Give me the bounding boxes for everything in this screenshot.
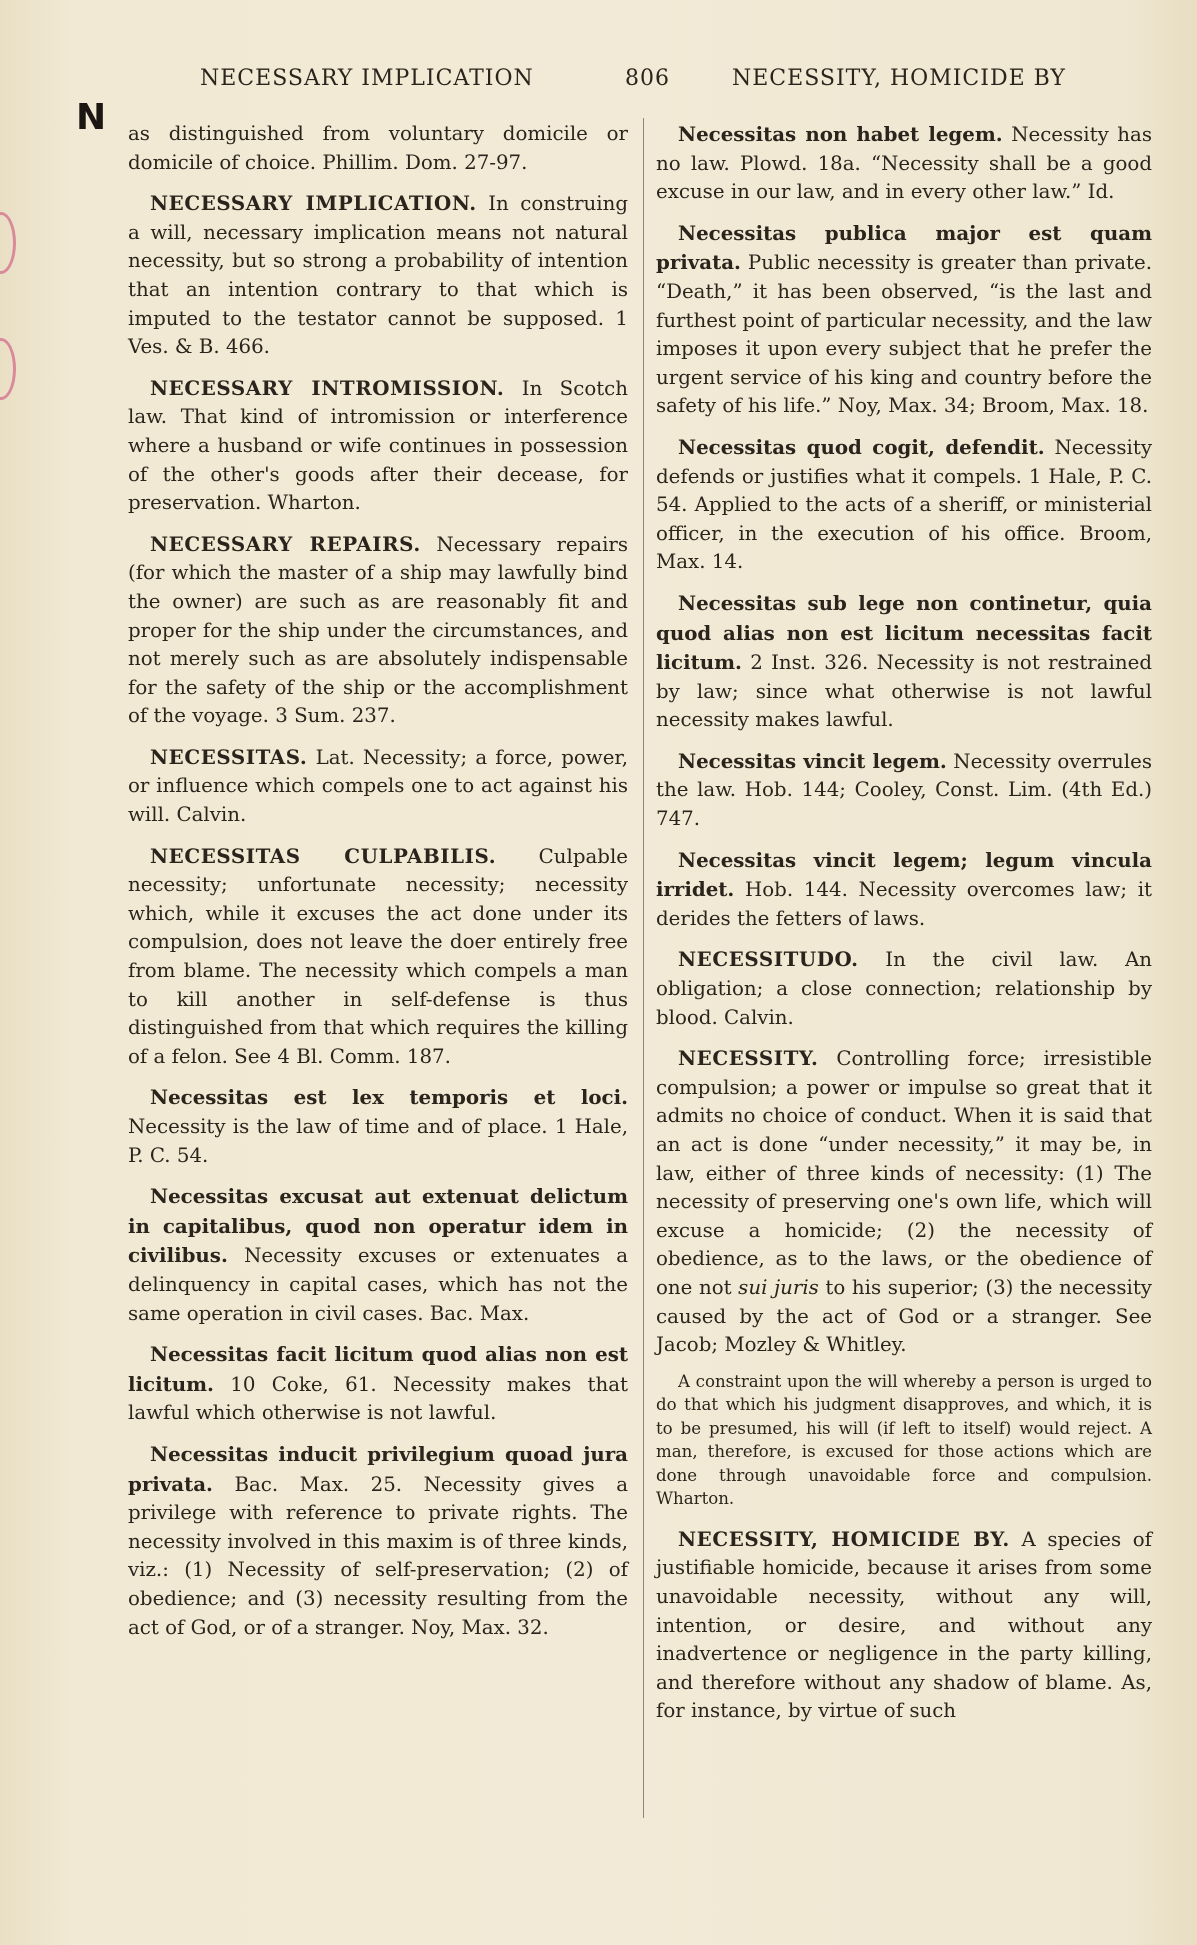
entry-necessitas-vincit — [656, 747, 1152, 834]
entry-definition: Necessity excuses or extenuates a delinquency in capital cases, which has not the same operation in civil cases. Bac. Max. — [128, 1244, 628, 1325]
entry-headword: NECESSITAS. — [150, 744, 308, 769]
entry-definition: In the civil law. An obligation; a close connection; relationship by blood. Calvin. — [656, 948, 1152, 1029]
entry-necessitas-est-lex — [128, 1083, 628, 1170]
entry-definition: Necessary repairs (for which the master of a ship may lawfully bind the owner) are such as are reasonably fit and proper for the ship under the circumstances, and not merely such as are absolutely indispensable for the safety of the ship or the accomplishment of the voyage. 3 Sum. 237. — [128, 532, 628, 728]
entry-headword: NECESSITUDO. — [678, 947, 859, 972]
entry-necessitas-sub-lege — [656, 589, 1152, 735]
entry-definition: Culpable necessity; unfortunate necessity; necessity which, while it excuses the act done under its compulsion, does not leave the doer entirely free from blame. The necessity which compels a man to kill another in self-defense is thus distinguished from that which requires the killing of a felon. See 4 Bl. Comm. 187. — [128, 844, 628, 1068]
margin-pink-mark-bottom — [0, 338, 16, 400]
entry-necessary-intromission — [128, 374, 628, 518]
entry-headword: NECESSITY, HOMICIDE BY. — [678, 1526, 1010, 1551]
column-divider — [643, 118, 644, 1818]
entry-definition-part2: to his superior; (3) the necessity caused by the act of God or a stranger. See Jacob; Mozley & Whitley. — [656, 1275, 1152, 1357]
entry-necessity-homicide-by — [656, 1525, 1152, 1726]
entry-headword: Necessitas inducit privilegium quoad jura privata. — [128, 1441, 628, 1496]
right-column — [656, 120, 1152, 1738]
entry-headword: Necessitas excusat aut extenuat delictum in capitalibus, quod non operatur idem in civilibus. — [128, 1184, 628, 1268]
continued-entry-text: as distinguished from voluntary domicile or domicile of choice. Phillim. Dom. 27-97. — [128, 122, 628, 174]
entry-definition: In Scotch law. That kind of intromission or interference where a husband or wife continues in possession of the other's goods after their decease, for preservation. Wharton. — [128, 376, 628, 515]
entry-necessitas-culpabilis — [128, 842, 628, 1072]
entry-definition: Necessity defends or justifies what it compels. 1 Hale, P. C. 54. Applied to the acts of a sheriff, or ministerial officer, in the execution of his office. Broom, Max. 14. — [656, 435, 1152, 574]
entry-necessity-note: A constraint upon the will whereby a person is urged to do that which his judgment disapproves, and which, it is to be presumed, his will (if left to itself) would reject. A man, therefore, is excused for those actions which are done through unavoidable force and compulsion. Wharton. — [656, 1371, 1152, 1509]
entry-headword: Necessitas vincit legem. — [678, 748, 947, 773]
left-running-head: NECESSARY IMPLICATION — [200, 66, 534, 91]
entry-definition: Public necessity is greater than private. “Death,” it has been observed, “is the last and furthest point of particular necessity, and the law imposes it upon every subject that he prefer the urgent service of his king and country before the safety of his life.” Noy, Max. 34; Broom, Max. 18. — [656, 251, 1152, 418]
entry-necessity — [656, 1044, 1152, 1360]
entry-headword: NECESSITAS CULPABILIS. — [150, 843, 497, 868]
entry-necessitas-publica — [656, 219, 1152, 421]
page-number: 806 — [625, 66, 670, 91]
entry-definition-part1: Controlling force; irresistible compulsion; a power or impulse so great that it admits no choice of conduct. When it is said that an act is done “under necessity,” it may be, in law, either of three kinds of necessity: (1) The necessity of preserving one's own life, which will excuse a homicide; (2) the necessity of obedience, as to the laws, or the obedience of one not — [656, 1047, 1152, 1299]
entry-necessitas — [128, 743, 628, 830]
entry-headword: Necessitas non habet legem. — [678, 122, 1003, 146]
margin-pink-mark-top — [0, 212, 16, 274]
entry-definition: A species of justifiable homicide, because it arises from some unavoidable necessity, without any will, intention, or desire, and without any inadvertence or negligence in the party killing, and therefore without any shadow of blame. As, for instance, by virtue of such — [656, 1527, 1152, 1723]
entry-necessitas-vincit-legum — [656, 846, 1152, 934]
entry-necessitas-quod-cogit — [656, 433, 1152, 577]
entry-headword: Necessitas facit licitum quod alias non est licitum. — [128, 1342, 628, 1396]
entry-definition: Necessity is the law of time and of place. 1 Hale, P. C. 54. — [128, 1115, 628, 1167]
entry-necessitas-excusat — [128, 1182, 628, 1328]
entry-necessary-repairs — [128, 530, 628, 731]
entry-definition: In construing a will, necessary implication means not natural necessity, but so strong a probability of intention that an intention contrary to that which is imputed to the testator cannot be supposed. 1 Ves. & B. 466. — [128, 192, 628, 359]
entry-headword: NECESSARY REPAIRS. — [150, 531, 421, 556]
entry-definition: 2 Inst. 326. Necessity is not restrained by law; since what otherwise is not lawful necessity makes lawful. — [656, 651, 1152, 732]
entry-definition: Hob. 144. Necessity overcomes law; it derides the fetters of laws. — [656, 878, 1152, 930]
entry-headword: NECESSARY IMPLICATION. — [150, 191, 477, 216]
left-column — [128, 120, 628, 1654]
entry-definition-italic: sui juris — [738, 1275, 819, 1299]
entry-necessitas-non-habet — [656, 120, 1152, 207]
entry-definition: Necessity overrules the law. Hob. 144; Cooley, Const. Lim. (4th Ed.) 747. — [656, 749, 1152, 831]
entry-headword: Necessitas est lex temporis et loci. — [150, 1085, 628, 1110]
right-running-head: NECESSITY, HOMICIDE BY — [732, 66, 1066, 91]
thumb-index-letter: N — [76, 97, 107, 138]
entry-necessary-implication — [128, 189, 628, 362]
entry-headword: Necessitas publica major est quam privata. — [656, 220, 1152, 275]
entry-necessitudo — [656, 945, 1152, 1032]
entry-definition: Lat. Necessity; a force, power, or influence which compels one to act against his will. Calvin. — [128, 745, 628, 827]
entry-headword: Necessitas vincit legem; legum vincula irridet. — [656, 847, 1152, 902]
entry-definition: Necessity has no law. Plowd. 18a. “Necessity shall be a good excuse in our law, and in every other law.” Id. — [656, 123, 1152, 204]
entry-headword: Necessitas sub lege non continetur, quia quod alias non est licitum necessitas facit licitum. — [656, 590, 1152, 675]
entry-headword: NECESSITY. — [678, 1046, 819, 1071]
entry-definition: Bac. Max. 25. Necessity gives a privilege with reference to private rights. The necessity involved in this maxim is of three kinds, viz.: (1) Necessity of self-preservation; (2) of obedience; and (3) necessity resulting from the act of God, or of a stranger. Noy, Max. 32. — [128, 1472, 628, 1639]
entry-necessitas-facit — [128, 1340, 628, 1428]
entry-definition: 10 Coke, 61. Necessity makes that lawful which otherwise is not lawful. — [128, 1372, 628, 1425]
entry-headword: Necessitas quod cogit, defendit. — [678, 434, 1045, 459]
running-header — [120, 66, 1100, 100]
entry-necessitas-inducit — [128, 1440, 628, 1642]
entry-headword: NECESSARY INTROMISSION. — [150, 375, 505, 400]
